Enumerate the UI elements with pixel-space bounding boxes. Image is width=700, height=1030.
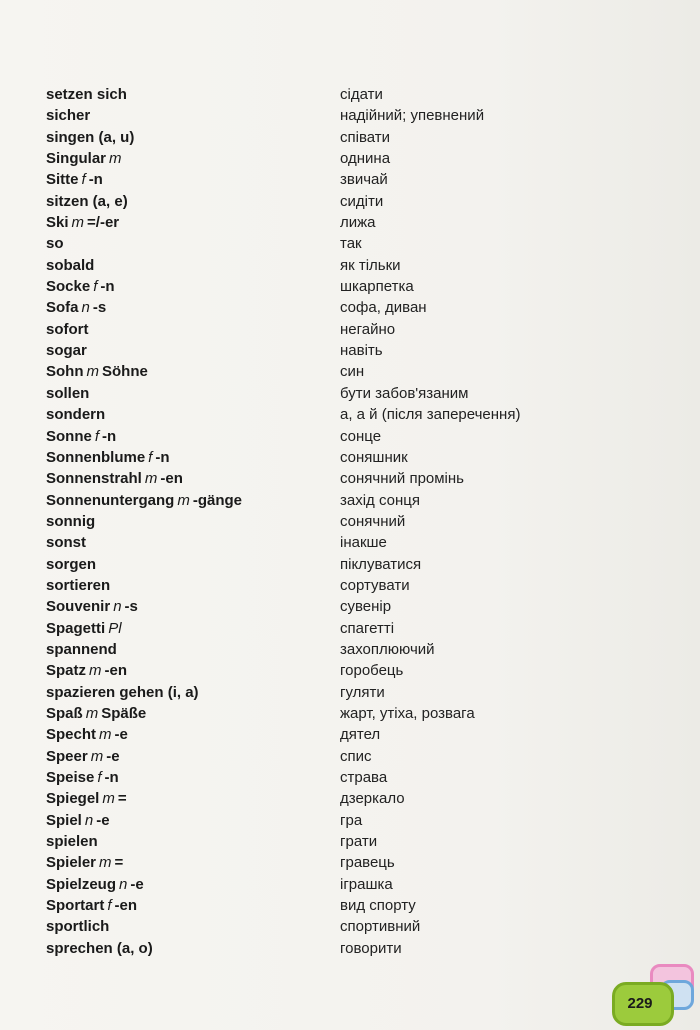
german-headword — [46, 874, 144, 895]
grammatical-gender: m — [177, 491, 190, 509]
german-headword — [46, 916, 109, 937]
ukrainian-translation: шкарпетка — [340, 278, 414, 296]
grammatical-gender: m — [102, 790, 115, 808]
ukrainian-translation: надійний; упевнений — [340, 107, 485, 125]
plural-form: Söhne — [102, 363, 148, 381]
german-headword — [46, 191, 128, 212]
headword-text: Spiegel — [46, 790, 100, 808]
dictionary-entry — [0, 532, 700, 553]
ukrainian-translation: софа, диван — [340, 299, 427, 317]
dictionary-entry — [0, 105, 700, 126]
dictionary-entry — [0, 404, 700, 425]
german-headword — [46, 447, 170, 468]
ukrainian-translation: захід сонця — [340, 491, 420, 509]
grammatical-gender: m — [85, 704, 99, 722]
dictionary-entry — [0, 255, 700, 276]
grammatical-gender: m — [90, 747, 104, 765]
plural-form: -n — [100, 278, 115, 296]
headword-text: Socke — [46, 278, 91, 296]
ukrainian-translation: сидіти — [340, 192, 384, 210]
plural-form: -n — [104, 769, 119, 786]
headword-text: Souvenir — [46, 598, 111, 616]
ukrainian-translation: син — [340, 363, 365, 381]
german-headword — [46, 810, 110, 831]
dictionary-list — [0, 84, 700, 959]
headword-text: Singular — [46, 150, 107, 168]
grammatical-gender: n — [84, 811, 94, 829]
grammatical-gender: f — [93, 278, 98, 296]
german-headword — [46, 575, 110, 596]
plural-form: =/-er — [87, 214, 120, 232]
dictionary-entry — [0, 575, 700, 596]
headword-text: sonnig — [46, 512, 96, 530]
ukrainian-translation: сувенір — [340, 598, 392, 616]
ukrainian-translation: сонячний — [340, 512, 406, 530]
dictionary-entry — [0, 212, 700, 233]
ukrainian-translation: говорити — [340, 939, 402, 957]
headword-text: Sonne — [46, 427, 92, 445]
ukrainian-translation: як тільки — [340, 256, 401, 274]
ukrainian-translation: іграшка — [340, 875, 393, 893]
dictionary-entry — [0, 468, 700, 489]
ukrainian-translation: захоплюючий — [340, 640, 435, 658]
dictionary-entry — [0, 233, 700, 254]
dictionary-entry — [0, 596, 700, 617]
grammatical-gender: m — [89, 662, 102, 680]
german-headword — [46, 127, 134, 148]
ukrainian-translation: співати — [340, 128, 391, 146]
ukrainian-translation: однина — [340, 150, 391, 168]
grammatical-gender: f — [107, 897, 112, 915]
plural-form: -e — [106, 747, 120, 765]
german-headword — [46, 596, 138, 617]
grammatical-gender: m — [86, 363, 99, 381]
headword-text: sicher — [46, 107, 91, 125]
dictionary-entry — [0, 297, 700, 318]
ukrainian-translation: звичай — [340, 171, 388, 189]
dictionary-entry — [0, 874, 700, 895]
ukrainian-translation: гуляти — [340, 683, 385, 701]
german-headword — [46, 426, 116, 447]
ukrainian-translation: грати — [340, 833, 378, 851]
headword-text: Spieler — [46, 854, 97, 872]
headword-text: sportlich — [46, 918, 110, 936]
dictionary-entry — [0, 639, 700, 660]
plural-form: -n — [102, 427, 117, 445]
plural-form: -n — [88, 171, 103, 189]
headword-text: Spiel — [46, 811, 82, 829]
headword-text: sprechen (a, o) — [46, 939, 153, 957]
dictionary-entry — [0, 490, 700, 511]
ukrainian-translation: спагетті — [340, 619, 395, 637]
german-headword — [46, 490, 242, 511]
plural-form: -en — [160, 470, 183, 488]
plural-form: -e — [130, 875, 144, 893]
plural-form: -gänge — [192, 491, 242, 509]
dictionary-entry — [0, 340, 700, 361]
ukrainian-translation: сідати — [340, 86, 383, 103]
german-headword — [46, 703, 146, 724]
dictionary-entry — [0, 724, 700, 745]
dictionary-entry — [0, 148, 700, 169]
german-headword — [46, 724, 128, 745]
dictionary-entry — [0, 810, 700, 831]
plural-form: -en — [104, 662, 128, 680]
headword-text: Sohn — [46, 363, 84, 381]
german-headword — [46, 276, 115, 297]
headword-text: Spagetti — [46, 619, 106, 637]
grammatical-gender: n — [81, 299, 90, 317]
headword-text: Spaß — [46, 704, 83, 722]
ukrainian-translation: негайно — [340, 320, 396, 338]
plural-form: -e — [114, 726, 128, 744]
ukrainian-translation: горобець — [340, 662, 404, 680]
dictionary-entry — [0, 831, 700, 852]
grammatical-gender: m — [71, 214, 85, 232]
german-headword — [46, 788, 127, 809]
grammatical-gender: f — [94, 427, 100, 445]
german-headword — [46, 105, 90, 126]
ukrainian-translation: бути забов'язаним — [340, 384, 469, 402]
ukrainian-translation: а, а й (після заперечення) — [340, 406, 521, 424]
ukrainian-translation: сортувати — [340, 576, 410, 594]
headword-text: Sonnenuntergang — [46, 491, 175, 509]
german-headword — [46, 340, 87, 361]
dictionary-entry — [0, 660, 700, 681]
headword-text: so — [46, 235, 64, 253]
headword-text: Sofa — [46, 299, 79, 317]
grammatical-gender: n — [113, 598, 122, 616]
ukrainian-translation: вид спорту — [340, 897, 416, 915]
headword-text: Sonnenstrahl — [46, 470, 142, 488]
plural-form: -s — [124, 598, 138, 616]
german-headword — [46, 746, 120, 767]
grammatical-gender: m — [144, 470, 158, 488]
ukrainian-translation: навіть — [340, 342, 383, 360]
ukrainian-translation: лижа — [340, 214, 376, 232]
dictionary-entry — [0, 767, 700, 788]
plural-form: = — [117, 790, 127, 808]
dictionary-entry — [0, 511, 700, 532]
dictionary-entry — [0, 383, 700, 404]
page-number: 229 — [627, 995, 653, 1012]
headword-text: Sitte — [46, 171, 79, 189]
german-headword — [46, 212, 119, 233]
ukrainian-translation: дзеркало — [340, 790, 405, 808]
german-headword — [46, 511, 95, 532]
dictionary-entry — [0, 746, 700, 767]
german-headword — [46, 84, 127, 105]
ukrainian-translation: соняшник — [340, 448, 408, 466]
ukrainian-translation: так — [340, 235, 362, 253]
headword-text: Speise — [46, 769, 95, 786]
german-headword — [46, 233, 64, 254]
german-headword — [46, 682, 199, 703]
plural-form: = — [114, 854, 124, 872]
dictionary-entry — [0, 938, 700, 959]
dictionary-entry — [0, 426, 700, 447]
headword-text: sortieren — [46, 576, 111, 594]
grammatical-gender: m — [109, 150, 122, 168]
grammatical-gender: m — [99, 726, 112, 744]
german-headword — [46, 532, 86, 553]
headword-text: singen (a, u) — [46, 128, 135, 146]
grammatical-gender: f — [97, 769, 102, 786]
headword-text: sitzen (a, e) — [46, 192, 128, 210]
german-headword — [46, 767, 119, 788]
german-headword — [46, 852, 123, 873]
dictionary-entry — [0, 276, 700, 297]
german-headword — [46, 255, 94, 276]
headword-text: sonst — [46, 534, 87, 552]
headword-text: spielen — [46, 833, 98, 851]
german-headword — [46, 895, 137, 916]
headword-text: Ski — [46, 214, 69, 232]
grammatical-gender: f — [148, 448, 153, 466]
dictionary-entry — [0, 703, 700, 724]
dictionary-entry — [0, 682, 700, 703]
grammatical-gender: m — [99, 854, 112, 872]
headword-text: sogar — [46, 342, 87, 360]
german-headword — [46, 660, 127, 681]
dictionary-entry — [0, 319, 700, 340]
german-headword — [46, 639, 117, 660]
german-headword — [46, 938, 153, 959]
german-headword — [46, 169, 103, 190]
headword-text: Spielzeug — [46, 875, 117, 893]
german-headword — [46, 361, 148, 382]
ukrainian-translation: жарт, утіха, розвага — [340, 704, 475, 722]
headword-text: setzen sich — [46, 86, 127, 103]
ukrainian-translation: спортивний — [340, 918, 421, 936]
ukrainian-translation: інакше — [340, 534, 387, 552]
plural-form: -n — [155, 448, 170, 466]
headword-text: sondern — [46, 406, 106, 424]
headword-text: sobald — [46, 256, 95, 274]
german-headword — [46, 404, 105, 425]
headword-text: sollen — [46, 384, 90, 402]
dictionary-entry — [0, 618, 700, 639]
dictionary-entry — [0, 788, 700, 809]
ukrainian-translation: спис — [340, 747, 372, 765]
headword-text: Speer — [46, 747, 88, 765]
german-headword — [46, 148, 125, 169]
german-headword — [46, 554, 96, 575]
dictionary-entry — [0, 127, 700, 148]
dictionary-entry — [0, 554, 700, 575]
headword-text: Specht — [46, 726, 97, 744]
dictionary-entry — [0, 84, 700, 105]
plural-form: -e — [96, 811, 110, 829]
german-headword — [46, 297, 106, 318]
headword-text: sofort — [46, 320, 89, 338]
dictionary-entry — [0, 852, 700, 873]
german-headword — [46, 831, 98, 852]
dictionary-entry — [0, 895, 700, 916]
german-headword — [46, 618, 125, 639]
dictionary-entry — [0, 191, 700, 212]
headword-text: spazieren gehen (i, a) — [46, 683, 199, 701]
headword-text: spannend — [46, 640, 117, 658]
german-headword — [46, 383, 89, 404]
grammatical-gender: n — [119, 875, 128, 893]
grammatical-gender: Pl — [108, 619, 122, 637]
plural-form: Späße — [101, 704, 147, 722]
dictionary-entry — [0, 169, 700, 190]
grammatical-gender: f — [81, 171, 86, 189]
headword-text: sorgen — [46, 555, 97, 573]
ukrainian-translation: страва — [340, 769, 388, 786]
ukrainian-translation: піклуватися — [340, 555, 422, 573]
dictionary-entry — [0, 361, 700, 382]
ukrainian-translation: гравець — [340, 854, 395, 872]
dictionary-entry — [0, 916, 700, 937]
headword-text: Sonnenblume — [46, 448, 146, 466]
plural-form: -s — [92, 299, 107, 317]
headword-text: Spatz — [46, 662, 87, 680]
page-number-badge — [612, 978, 674, 1026]
german-headword — [46, 468, 183, 489]
ukrainian-translation: сонце — [340, 427, 382, 445]
ukrainian-translation: сонячний промінь — [340, 470, 464, 488]
headword-text: Sportart — [46, 897, 105, 915]
german-headword — [46, 319, 89, 340]
ukrainian-translation: дятел — [340, 726, 381, 744]
dictionary-entry — [0, 447, 700, 468]
ukrainian-translation: гра — [340, 811, 363, 829]
plural-form: -en — [114, 897, 138, 915]
